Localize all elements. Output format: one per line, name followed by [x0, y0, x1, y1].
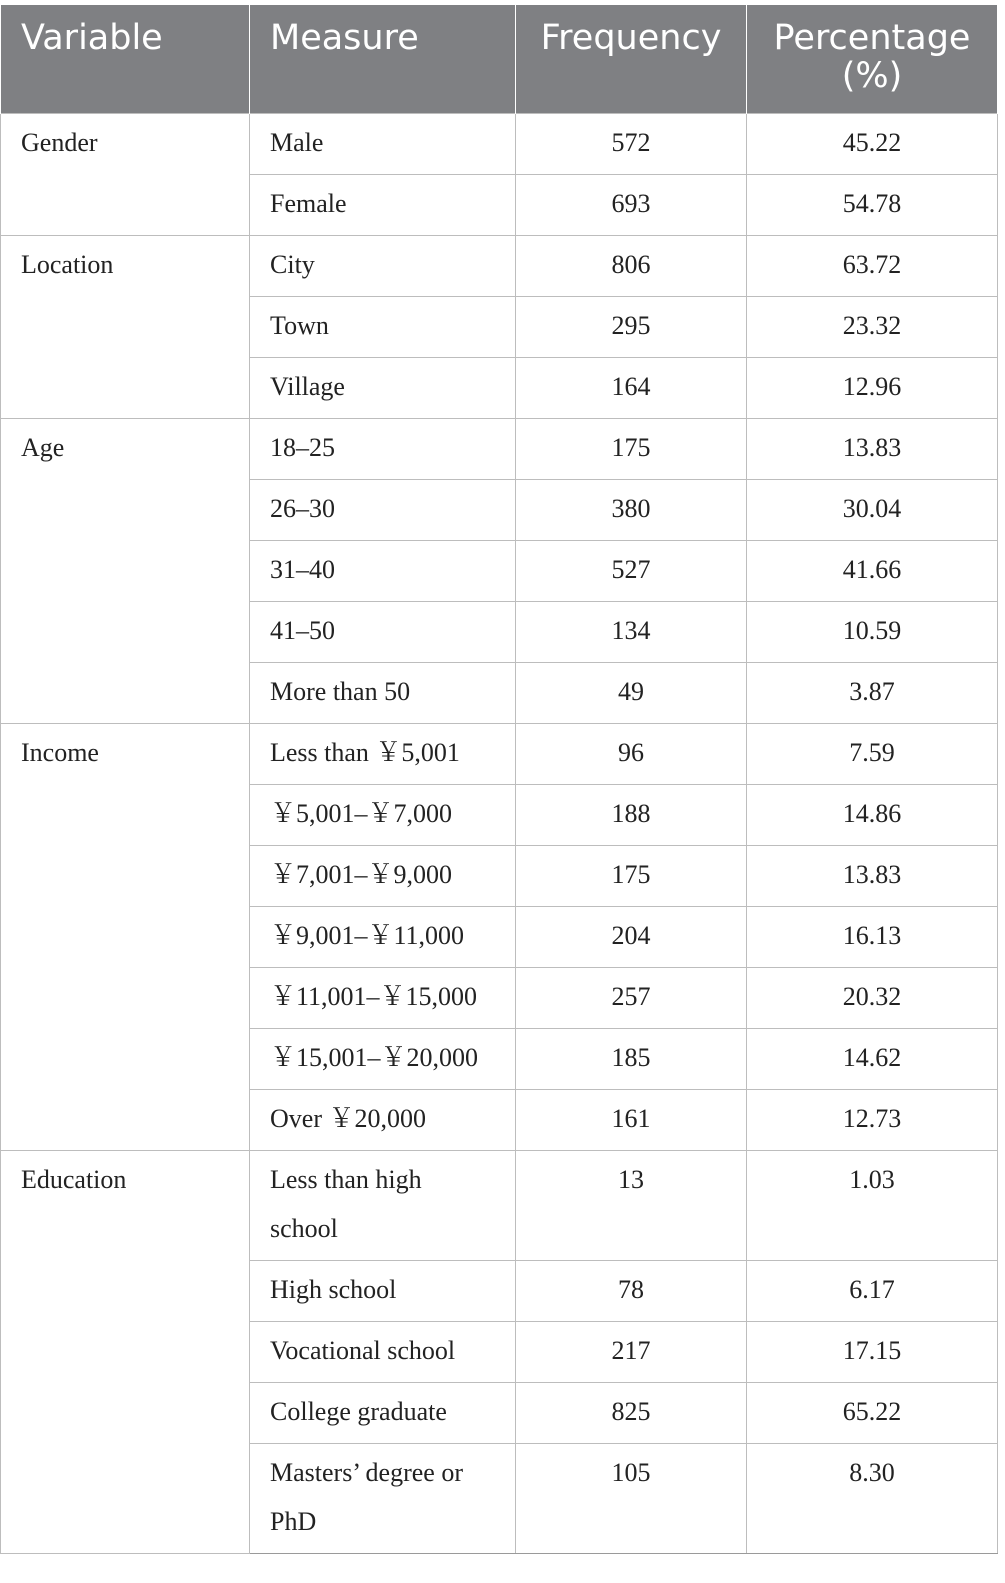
frequency-cell: 204 [516, 906, 747, 967]
measure-cell: Less than high school [250, 1150, 516, 1260]
measure-cell: Masters’ degree or PhD [250, 1443, 516, 1553]
percentage-cell: 63.72 [747, 235, 998, 296]
frequency-cell: 527 [516, 540, 747, 601]
frequency-cell: 105 [516, 1443, 747, 1553]
measure-cell: 18–25 [250, 418, 516, 479]
frequency-cell: 13 [516, 1150, 747, 1260]
percentage-cell: 54.78 [747, 174, 998, 235]
percentage-cell: 10.59 [747, 601, 998, 662]
percentage-cell: 12.73 [747, 1089, 998, 1150]
measure-cell: ￥9,001–￥11,000 [250, 906, 516, 967]
frequency-cell: 161 [516, 1089, 747, 1150]
frequency-cell: 217 [516, 1321, 747, 1382]
measure-cell: ￥11,001–￥15,000 [250, 967, 516, 1028]
percentage-cell: 65.22 [747, 1382, 998, 1443]
percentage-cell: 14.86 [747, 784, 998, 845]
frequency-cell: 257 [516, 967, 747, 1028]
percentage-cell: 7.59 [747, 723, 998, 784]
measure-cell: ￥15,001–￥20,000 [250, 1028, 516, 1089]
table-row [1, 113, 998, 174]
variable-cell: Age [1, 418, 250, 723]
demographics-table [0, 5, 998, 1554]
measure-cell: 41–50 [250, 601, 516, 662]
frequency-cell: 295 [516, 296, 747, 357]
measure-cell: 31–40 [250, 540, 516, 601]
measure-cell: Male [250, 113, 516, 174]
frequency-cell: 572 [516, 113, 747, 174]
measure-cell: More than 50 [250, 662, 516, 723]
measure-cell: Village [250, 357, 516, 418]
header-row [1, 5, 998, 113]
percentage-cell: 20.32 [747, 967, 998, 1028]
measure-cell: 26–30 [250, 479, 516, 540]
measure-cell: Female [250, 174, 516, 235]
measure-cell: ￥7,001–￥9,000 [250, 845, 516, 906]
measure-cell: ￥5,001–￥7,000 [250, 784, 516, 845]
table-row [1, 1150, 998, 1260]
percentage-cell: 30.04 [747, 479, 998, 540]
measure-cell: Less than ￥5,001 [250, 723, 516, 784]
table-row [1, 418, 998, 479]
percentage-cell: 41.66 [747, 540, 998, 601]
frequency-cell: 806 [516, 235, 747, 296]
percentage-cell: 13.83 [747, 418, 998, 479]
variable-cell: Education [1, 1150, 250, 1553]
percentage-cell: 17.15 [747, 1321, 998, 1382]
percentage-cell: 8.30 [747, 1443, 998, 1553]
percentage-cell: 3.87 [747, 662, 998, 723]
measure-cell: Town [250, 296, 516, 357]
percentage-cell: 16.13 [747, 906, 998, 967]
measure-cell: City [250, 235, 516, 296]
frequency-cell: 49 [516, 662, 747, 723]
header-percentage: Percentage (%) [747, 5, 998, 113]
measure-cell: Over ￥20,000 [250, 1089, 516, 1150]
measure-cell: Vocational school [250, 1321, 516, 1382]
header-frequency: Frequency [516, 5, 747, 113]
table-body [1, 113, 998, 1553]
frequency-cell: 134 [516, 601, 747, 662]
frequency-cell: 825 [516, 1382, 747, 1443]
variable-cell: Income [1, 723, 250, 1150]
frequency-cell: 78 [516, 1260, 747, 1321]
frequency-cell: 96 [516, 723, 747, 784]
variable-cell: Location [1, 235, 250, 418]
header-variable: Variable [1, 5, 250, 113]
table-row [1, 235, 998, 296]
measure-cell: College graduate [250, 1382, 516, 1443]
variable-cell: Gender [1, 113, 250, 235]
frequency-cell: 175 [516, 418, 747, 479]
percentage-cell: 14.62 [747, 1028, 998, 1089]
percentage-cell: 1.03 [747, 1150, 998, 1260]
percentage-cell: 12.96 [747, 357, 998, 418]
frequency-cell: 693 [516, 174, 747, 235]
frequency-cell: 185 [516, 1028, 747, 1089]
percentage-cell: 6.17 [747, 1260, 998, 1321]
frequency-cell: 164 [516, 357, 747, 418]
measure-cell: High school [250, 1260, 516, 1321]
percentage-cell: 23.32 [747, 296, 998, 357]
frequency-cell: 175 [516, 845, 747, 906]
percentage-cell: 13.83 [747, 845, 998, 906]
percentage-cell: 45.22 [747, 113, 998, 174]
frequency-cell: 380 [516, 479, 747, 540]
table-row [1, 723, 998, 784]
table-header [1, 5, 998, 113]
header-measure: Measure [250, 5, 516, 113]
frequency-cell: 188 [516, 784, 747, 845]
